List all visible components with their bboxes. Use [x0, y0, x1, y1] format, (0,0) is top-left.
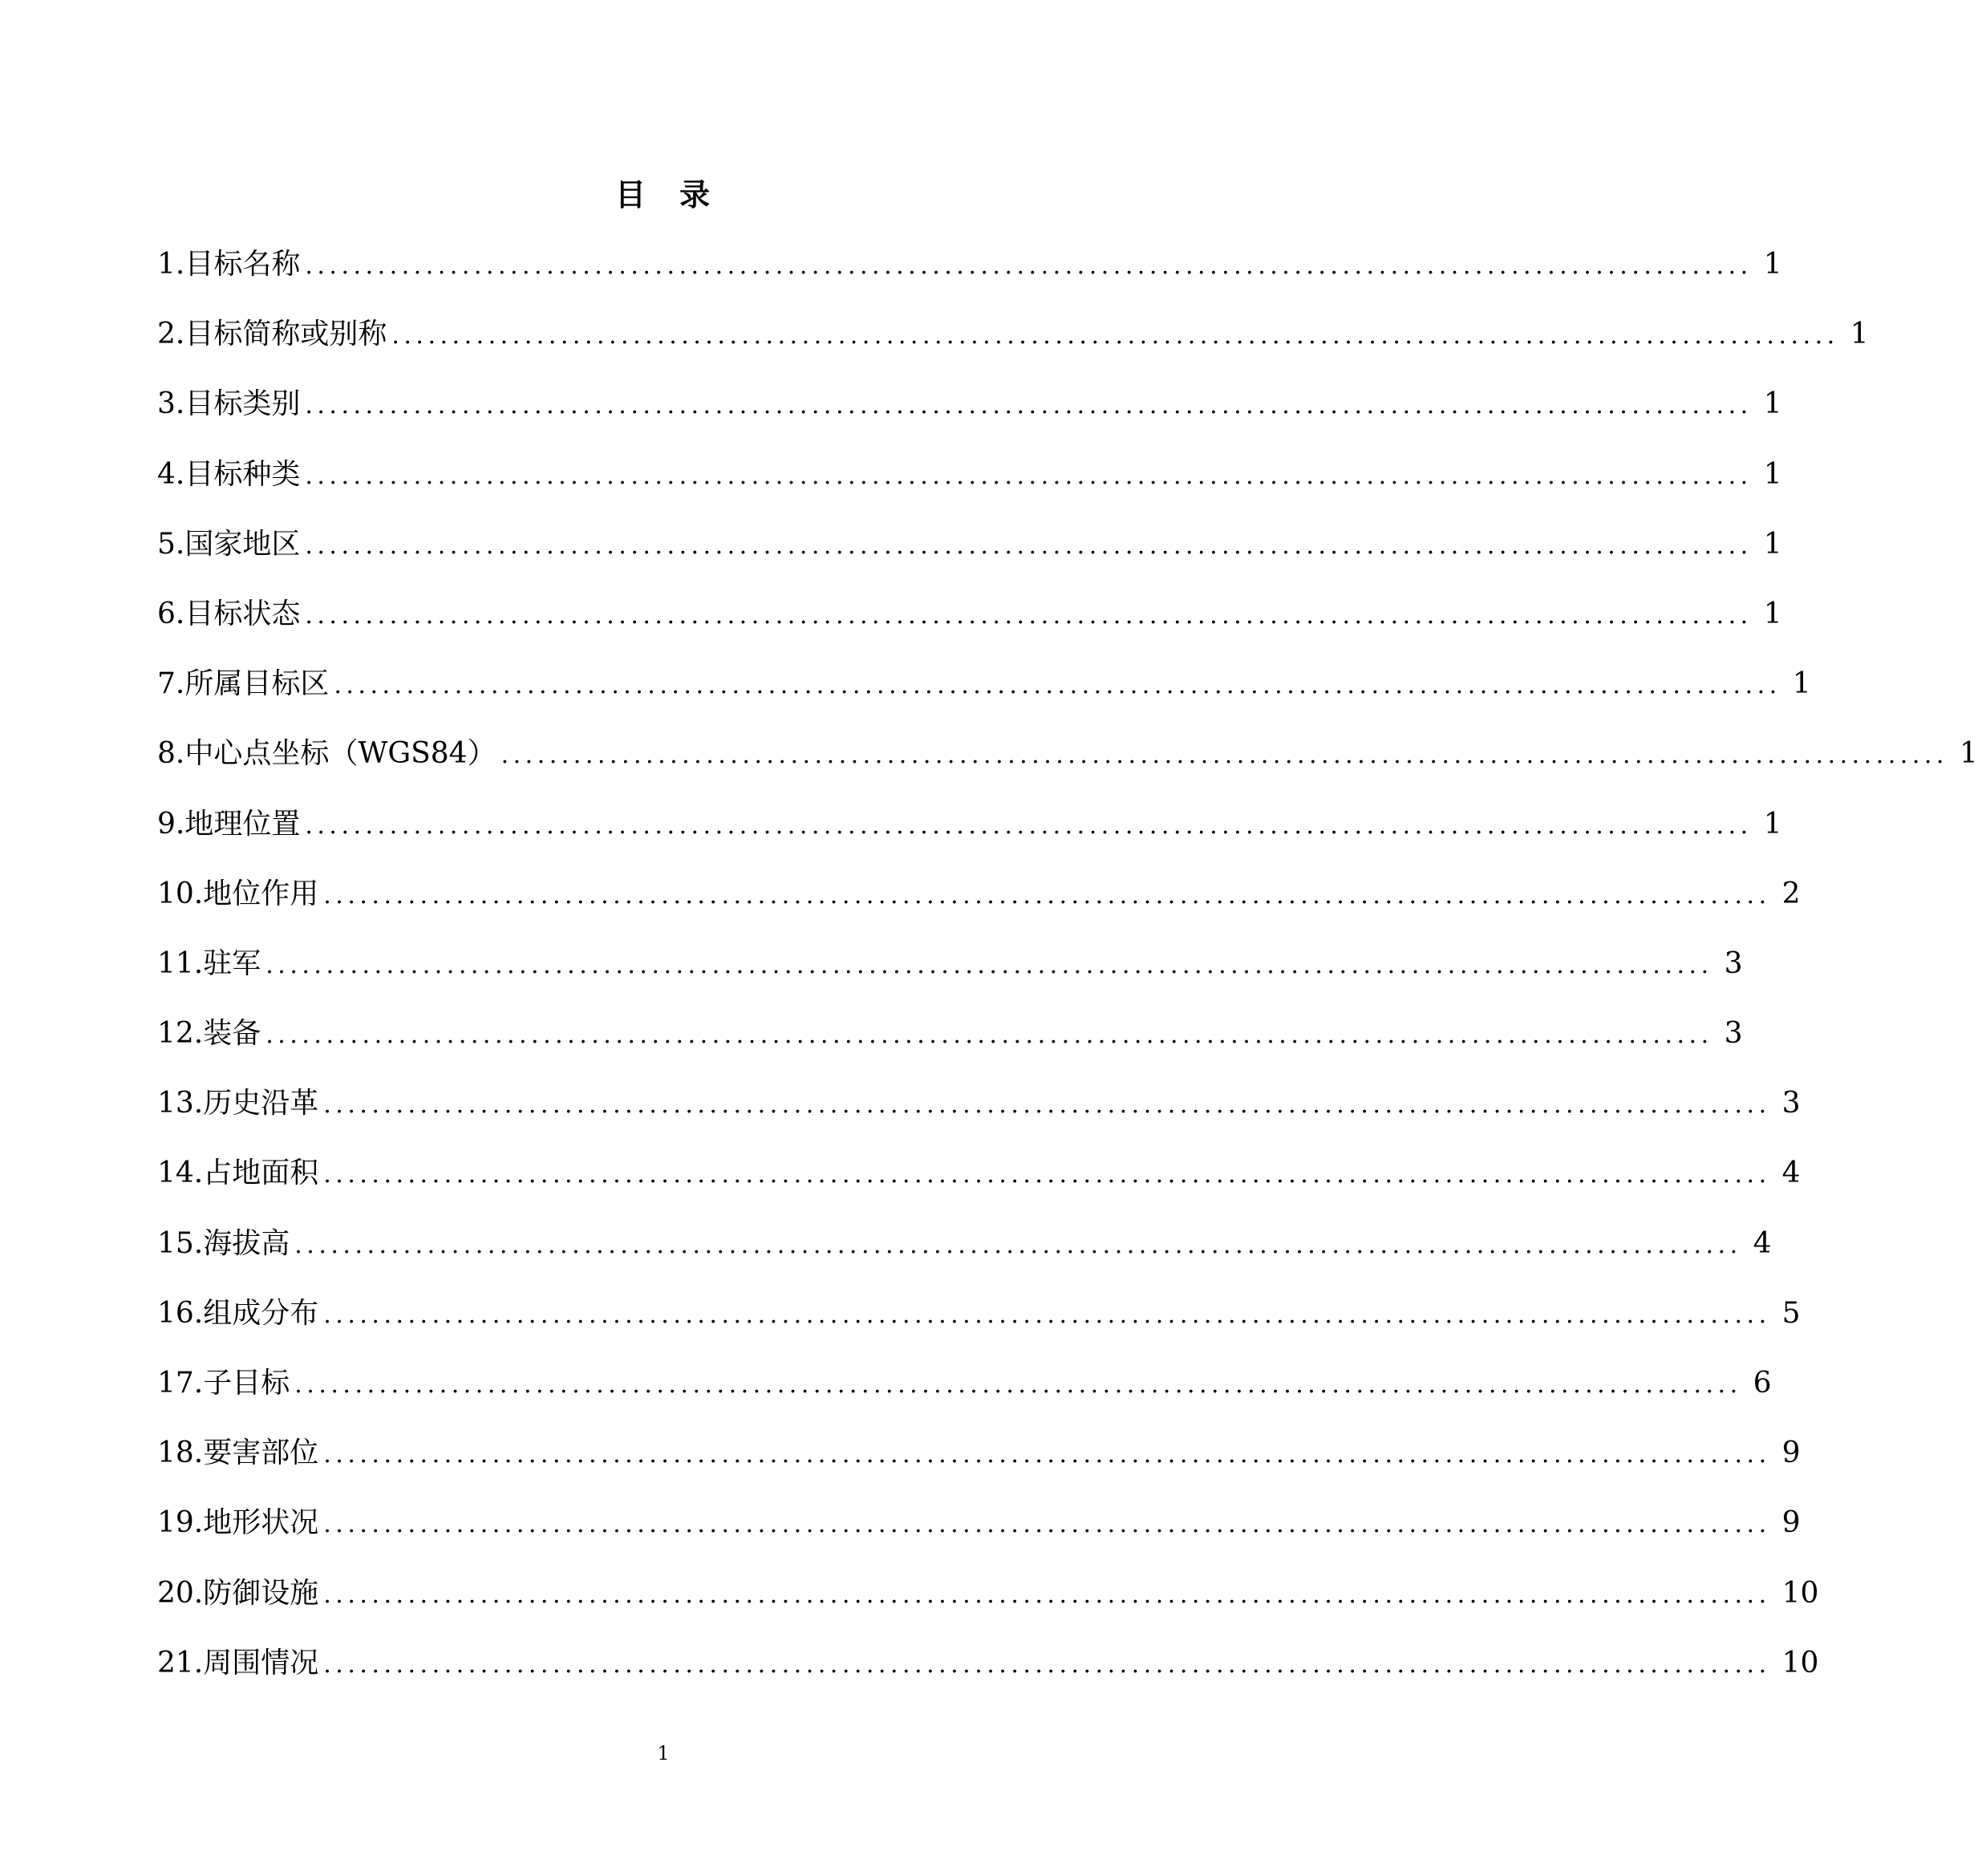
toc-dot-leader: ........................................................................................................................ — [265, 950, 1713, 979]
footer-page-number: 1 — [657, 1742, 670, 1765]
toc-dot-leader: ........................................................................................................................ — [323, 1650, 1771, 1679]
toc-entry[interactable] — [157, 1429, 1801, 1499]
toc-entry[interactable] — [157, 451, 1782, 521]
toc-entry-label: 2.目标简称或别称 — [157, 318, 387, 351]
toc-dot-leader: ........................................................................................................................ — [323, 1091, 1771, 1120]
toc-entry-label: 13.历史沿革 — [157, 1087, 319, 1120]
toc-entry-page: 9 — [1781, 1506, 1801, 1540]
toc-dot-leader: ........................................................................................................................ — [391, 322, 1839, 350]
toc-entry[interactable] — [157, 590, 1782, 660]
toc-entry-label: 10.地位作用 — [157, 877, 319, 910]
page-title-part2: 录 — [679, 177, 712, 213]
toc-dot-leader: ........................................................................................................................ — [305, 252, 1753, 280]
toc-entry-label: 18.要害部位 — [157, 1436, 319, 1470]
toc-entry-page: 3 — [1781, 1087, 1801, 1120]
toc-entry-page: 6 — [1753, 1367, 1772, 1400]
toc-dot-leader: ........................................................................................................................ — [305, 391, 1753, 420]
toc-dot-leader: ........................................................................................................................ — [305, 531, 1753, 560]
toc-dot-leader: ........................................................................................................................ — [323, 1580, 1771, 1609]
toc-entry-page: 1 — [1763, 248, 1782, 281]
toc-entry[interactable] — [157, 730, 1978, 800]
toc-entry[interactable] — [157, 1570, 1819, 1639]
toc-entry-page: 10 — [1781, 1576, 1819, 1610]
toc-entry-label: 15.海拔高 — [157, 1226, 290, 1260]
toc-entry-label: 11.驻军 — [157, 946, 261, 980]
toc-entry-page: 3 — [1724, 1017, 1743, 1051]
toc-entry[interactable] — [157, 380, 1782, 450]
toc-dot-leader: ........................................................................................................................ — [323, 1300, 1771, 1329]
page-title-part1: 目 — [614, 177, 647, 213]
toc-entry-label: 3.目标类别 — [157, 387, 301, 421]
toc-entry[interactable] — [157, 1220, 1772, 1290]
toc-entry[interactable] — [157, 241, 1782, 310]
toc-entry-page: 5 — [1781, 1296, 1801, 1330]
toc-entry[interactable] — [157, 1290, 1801, 1359]
toc-entry-label: 16.组成分布 — [157, 1296, 319, 1330]
toc-entry-page: 1 — [1850, 318, 1869, 351]
toc-entry[interactable] — [157, 1499, 1801, 1569]
toc-entry[interactable] — [157, 800, 1782, 870]
toc-entry-label: 5.国家地区 — [157, 527, 301, 561]
toc-entry-label: 8.中心点坐标（WGS84） — [157, 737, 497, 771]
toc-entry[interactable] — [157, 521, 1782, 590]
toc-entry-page: 1 — [1792, 667, 1811, 701]
toc-entry-page: 9 — [1781, 1436, 1801, 1470]
toc-entry[interactable] — [157, 1080, 1801, 1149]
toc-entry-label: 20.防御设施 — [157, 1576, 319, 1610]
toc-entry-page: 4 — [1753, 1226, 1772, 1260]
toc-entry[interactable] — [157, 1359, 1772, 1429]
toc-dot-leader: ........................................................................................................................ — [501, 741, 1948, 770]
toc-entry[interactable] — [157, 870, 1801, 940]
toc-dot-leader: ........................................................................................................................ — [305, 601, 1753, 630]
toc-entry-page: 1 — [1763, 457, 1782, 491]
toc-entry-label: 19.地形状况 — [157, 1506, 319, 1540]
toc-entry[interactable] — [157, 1010, 1743, 1080]
toc-entry-page: 1 — [1763, 597, 1782, 630]
toc-dot-leader: ........................................................................................................................ — [305, 461, 1753, 490]
toc-dot-leader: ........................................................................................................................ — [334, 671, 1781, 700]
toc-entry-page: 1 — [1959, 737, 1978, 771]
toc-entry-page: 2 — [1781, 877, 1801, 910]
toc-entry-page: 4 — [1781, 1157, 1801, 1190]
toc-dot-leader: ........................................................................................................................ — [323, 881, 1771, 910]
toc-entry-label: 21.周围情况 — [157, 1646, 319, 1679]
toc-entry-page: 1 — [1763, 527, 1782, 561]
toc-entry-label: 17.子目标 — [157, 1367, 290, 1400]
toc-entry-label: 4.目标种类 — [157, 457, 301, 491]
toc-entry-label: 6.目标状态 — [157, 597, 301, 630]
toc-dot-leader: ........................................................................................................................ — [305, 811, 1753, 840]
toc-entry-page: 1 — [1763, 807, 1782, 841]
toc-entry-label: 1.目标名称 — [157, 248, 301, 281]
table-of-contents — [157, 241, 1978, 1709]
toc-entry[interactable] — [157, 310, 1869, 380]
toc-entry[interactable] — [157, 660, 1811, 730]
toc-entry[interactable] — [157, 940, 1743, 1010]
toc-dot-leader: ........................................................................................................................ — [294, 1230, 1742, 1259]
toc-entry-label: 14.占地面积 — [157, 1157, 319, 1190]
toc-dot-leader: ........................................................................................................................ — [323, 1161, 1771, 1189]
toc-entry[interactable] — [157, 1149, 1801, 1219]
toc-entry-label: 12.装备 — [157, 1017, 261, 1051]
toc-dot-leader: ........................................................................................................................ — [323, 1440, 1771, 1469]
toc-entry-label: 7.所属目标区 — [157, 667, 330, 701]
toc-entry[interactable] — [157, 1639, 1819, 1709]
page-title — [0, 170, 1327, 218]
toc-dot-leader: ........................................................................................................................ — [294, 1371, 1742, 1399]
toc-entry-page: 3 — [1724, 946, 1743, 980]
toc-entry-page: 10 — [1781, 1646, 1819, 1679]
toc-entry-label: 9.地理位置 — [157, 807, 301, 841]
toc-dot-leader: ........................................................................................................................ — [323, 1510, 1771, 1539]
toc-entry-page: 1 — [1763, 387, 1782, 421]
toc-dot-leader: ........................................................................................................................ — [265, 1021, 1713, 1050]
